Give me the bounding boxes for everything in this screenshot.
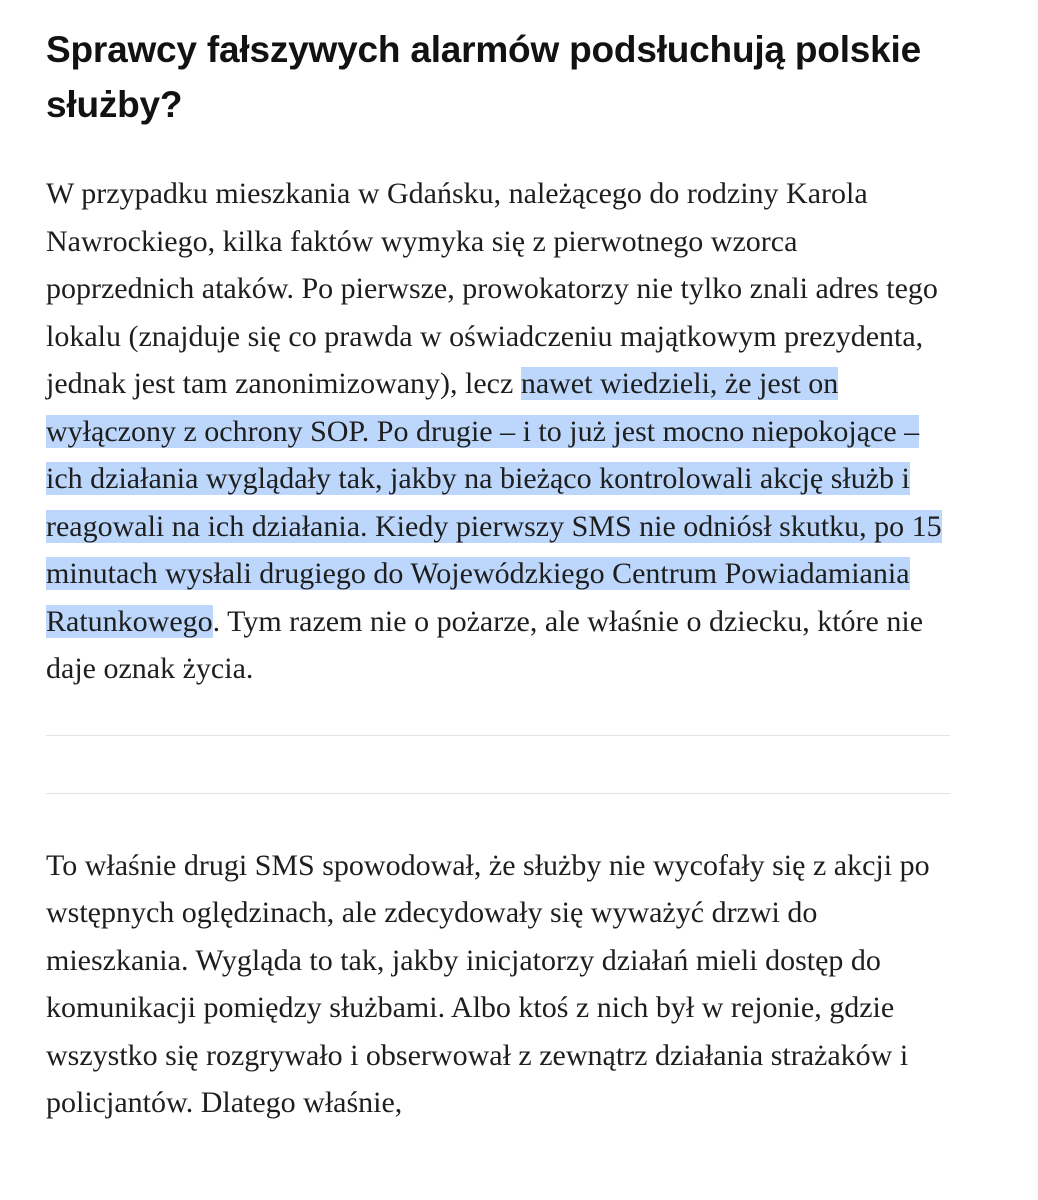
article-paragraph-1 [46, 170, 950, 693]
article-headline: Sprawcy fałszywych alarmów podsłuchują polskie służby? [46, 29, 921, 125]
paragraph-1-text-end: . Tym razem nie o pożarze, ale właśnie o dziecku, które nie daje oznak życia. [46, 604, 924, 685]
article-paragraph-2: To właśnie drugi SMS spowodował, że służby nie wycofały się z akcji po wstępnych oględzinach, ale zdecydowały się wyważyć drzwi do mieszkania. Wygląda to tak, jakby inicjatorzy działań mieli dostęp do komunikacji pomiędzy służbami. Albo ktoś z nich był w rejonie, gdzie wszystko się rozgrywało i obserwował z zewnątrz działania strażaków i policjantów. Dlatego właśnie, [46, 848, 930, 1119]
article [46, 22, 950, 1127]
paragraph-1-text: W przypadku mieszkania w Gdańsku, należącego do rodziny Karola Nawrockiego, kilka faktów wymyka się z pierwotnego wzorca poprzednich ataków. Po pierwsze, prowokatorzy nie tylko znali adres tego lokalu (znajduje się co prawda w oświadczeniu majątkowym prezydenta, jednak jest tam zanonimizowany), lecz [46, 177, 938, 400]
selected-text-highlight[interactable]: nawet wiedzieli, że jest on wyłączony z ochrony SOP. Po drugie – i to już jest mocno niepokojące – ich działania wyglądały tak, jakby na bieżąco kontrolowali akcję służb i reagowali na ich działania. Kiedy pierwszy SMS nie odniósł skutku, po 15 minutach wysłali drugiego do Wojewódzkiego Centrum Powiadamiania Ratunkowego [46, 367, 942, 638]
divider-bottom [46, 793, 950, 794]
divider-top [46, 735, 950, 736]
